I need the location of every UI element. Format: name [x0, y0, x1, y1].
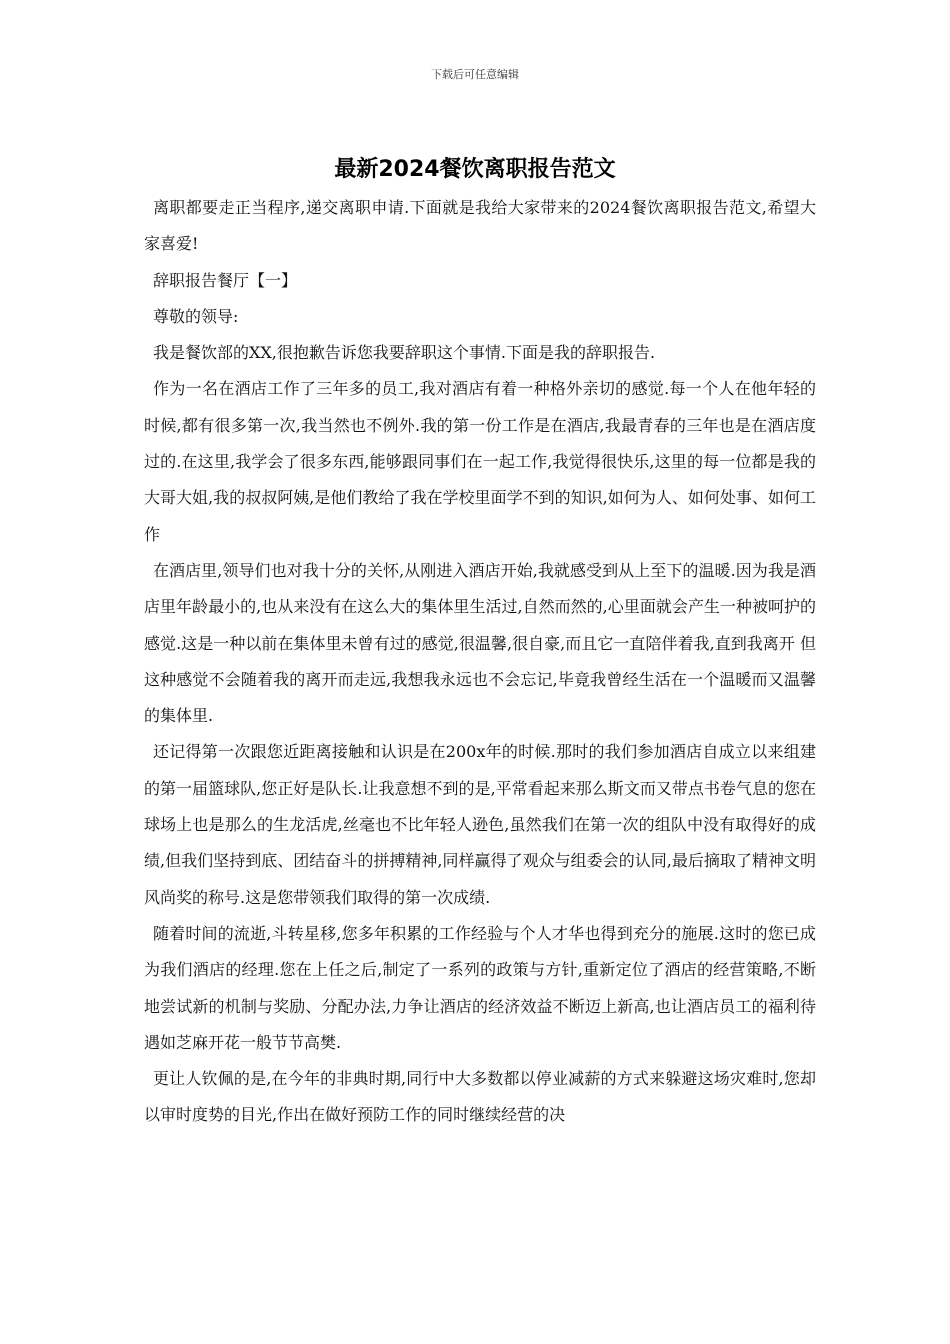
- salutation: 尊敬的领导:: [153, 306, 239, 326]
- paragraph: 在酒店里,领导们也对我十分的关怀,从刚进入酒店开始,我就感受到从上至下的温暖.因为我是酒店里年龄最小的,也从来没有在这么大的集体里生活过,自然而然的,心里面就会产生一种被呵护的感觉.这是一种以前在集体里未曾有过的感觉,很温馨,很自豪,而且它一直陪伴着我,直到我离开 但这种感觉不会随着我的离开而走远,我想我永远也不会忘记,毕竟我曾经生活在一个温暖而又温馨的集体里.: [144, 560, 816, 726]
- paragraph: 我是餐饮部的XX,很抱歉告诉您我要辞职这个事情.下面是我的辞职报告.: [153, 343, 656, 363]
- paragraph: 作为一名在酒店工作了三年多的员工,我对酒店有着一种格外亲切的感觉.每一个人在他年轻的时候,都有很多第一次,我当然也不例外.我的第一份工作是在酒店,我最青春的三年也是在酒店度过的.在这里,我学会了很多东西,能够跟同事们在一起工作,我觉得很快乐,这里的每一位都是我的大哥大姐,我的叔叔阿姨,是他们教给了我在学校里面学不到的知识,如何为人、如何处事、如何工作: [144, 379, 816, 544]
- section-heading: 辞职报告餐厅【一】: [153, 270, 298, 290]
- paragraph-intro: 离职都要走正当程序,递交离职申请.下面就是我给大家带来的2024餐饮离职报告范文,希望大家喜爱!: [144, 198, 816, 254]
- paragraph: 更让人钦佩的是,在今年的非典时期,同行中大多数都以停业减薪的方式来躲避这场灾难时,您却以审时度势的目光,作出在做好预防工作的同时继续经营的决: [144, 1069, 816, 1125]
- document-body: [144, 190, 816, 1134]
- paragraph: 随着时间的流逝,斗转星移,您多年积累的工作经验与个人才华也得到充分的施展.这时的您已成为我们酒店的经理.您在上任之后,制定了一系列的政策与方针,重新定位了酒店的经营策略,不断地尝试新的机制与奖励、分配办法,力争让酒店的经济效益不断迈上新高,也让酒店员工的福利待遇如芝麻开花一般节节高樊.: [144, 923, 816, 1052]
- paragraph: 还记得第一次跟您近距离接触和认识是在200x年的时候.那时的我们参加酒店自成立以来组建的第一届篮球队,您正好是队长.让我意想不到的是,平常看起来那么斯文而又带点书卷气息的您在球场上也是那么的生龙活虎,丝毫也不比年轻人逊色,虽然我们在第一次的组队中没有取得好的成绩,但我们坚持到底、团结奋斗的拼搏精神,同样赢得了观众与组委会的认同,最后摘取了精神文明风尚奖的称号.这是您带领我们取得的第一次成绩.: [144, 742, 816, 907]
- header-note: 下载后可任意编辑: [431, 68, 519, 81]
- document-title: 最新2024餐饮离职报告范文: [334, 157, 616, 182]
